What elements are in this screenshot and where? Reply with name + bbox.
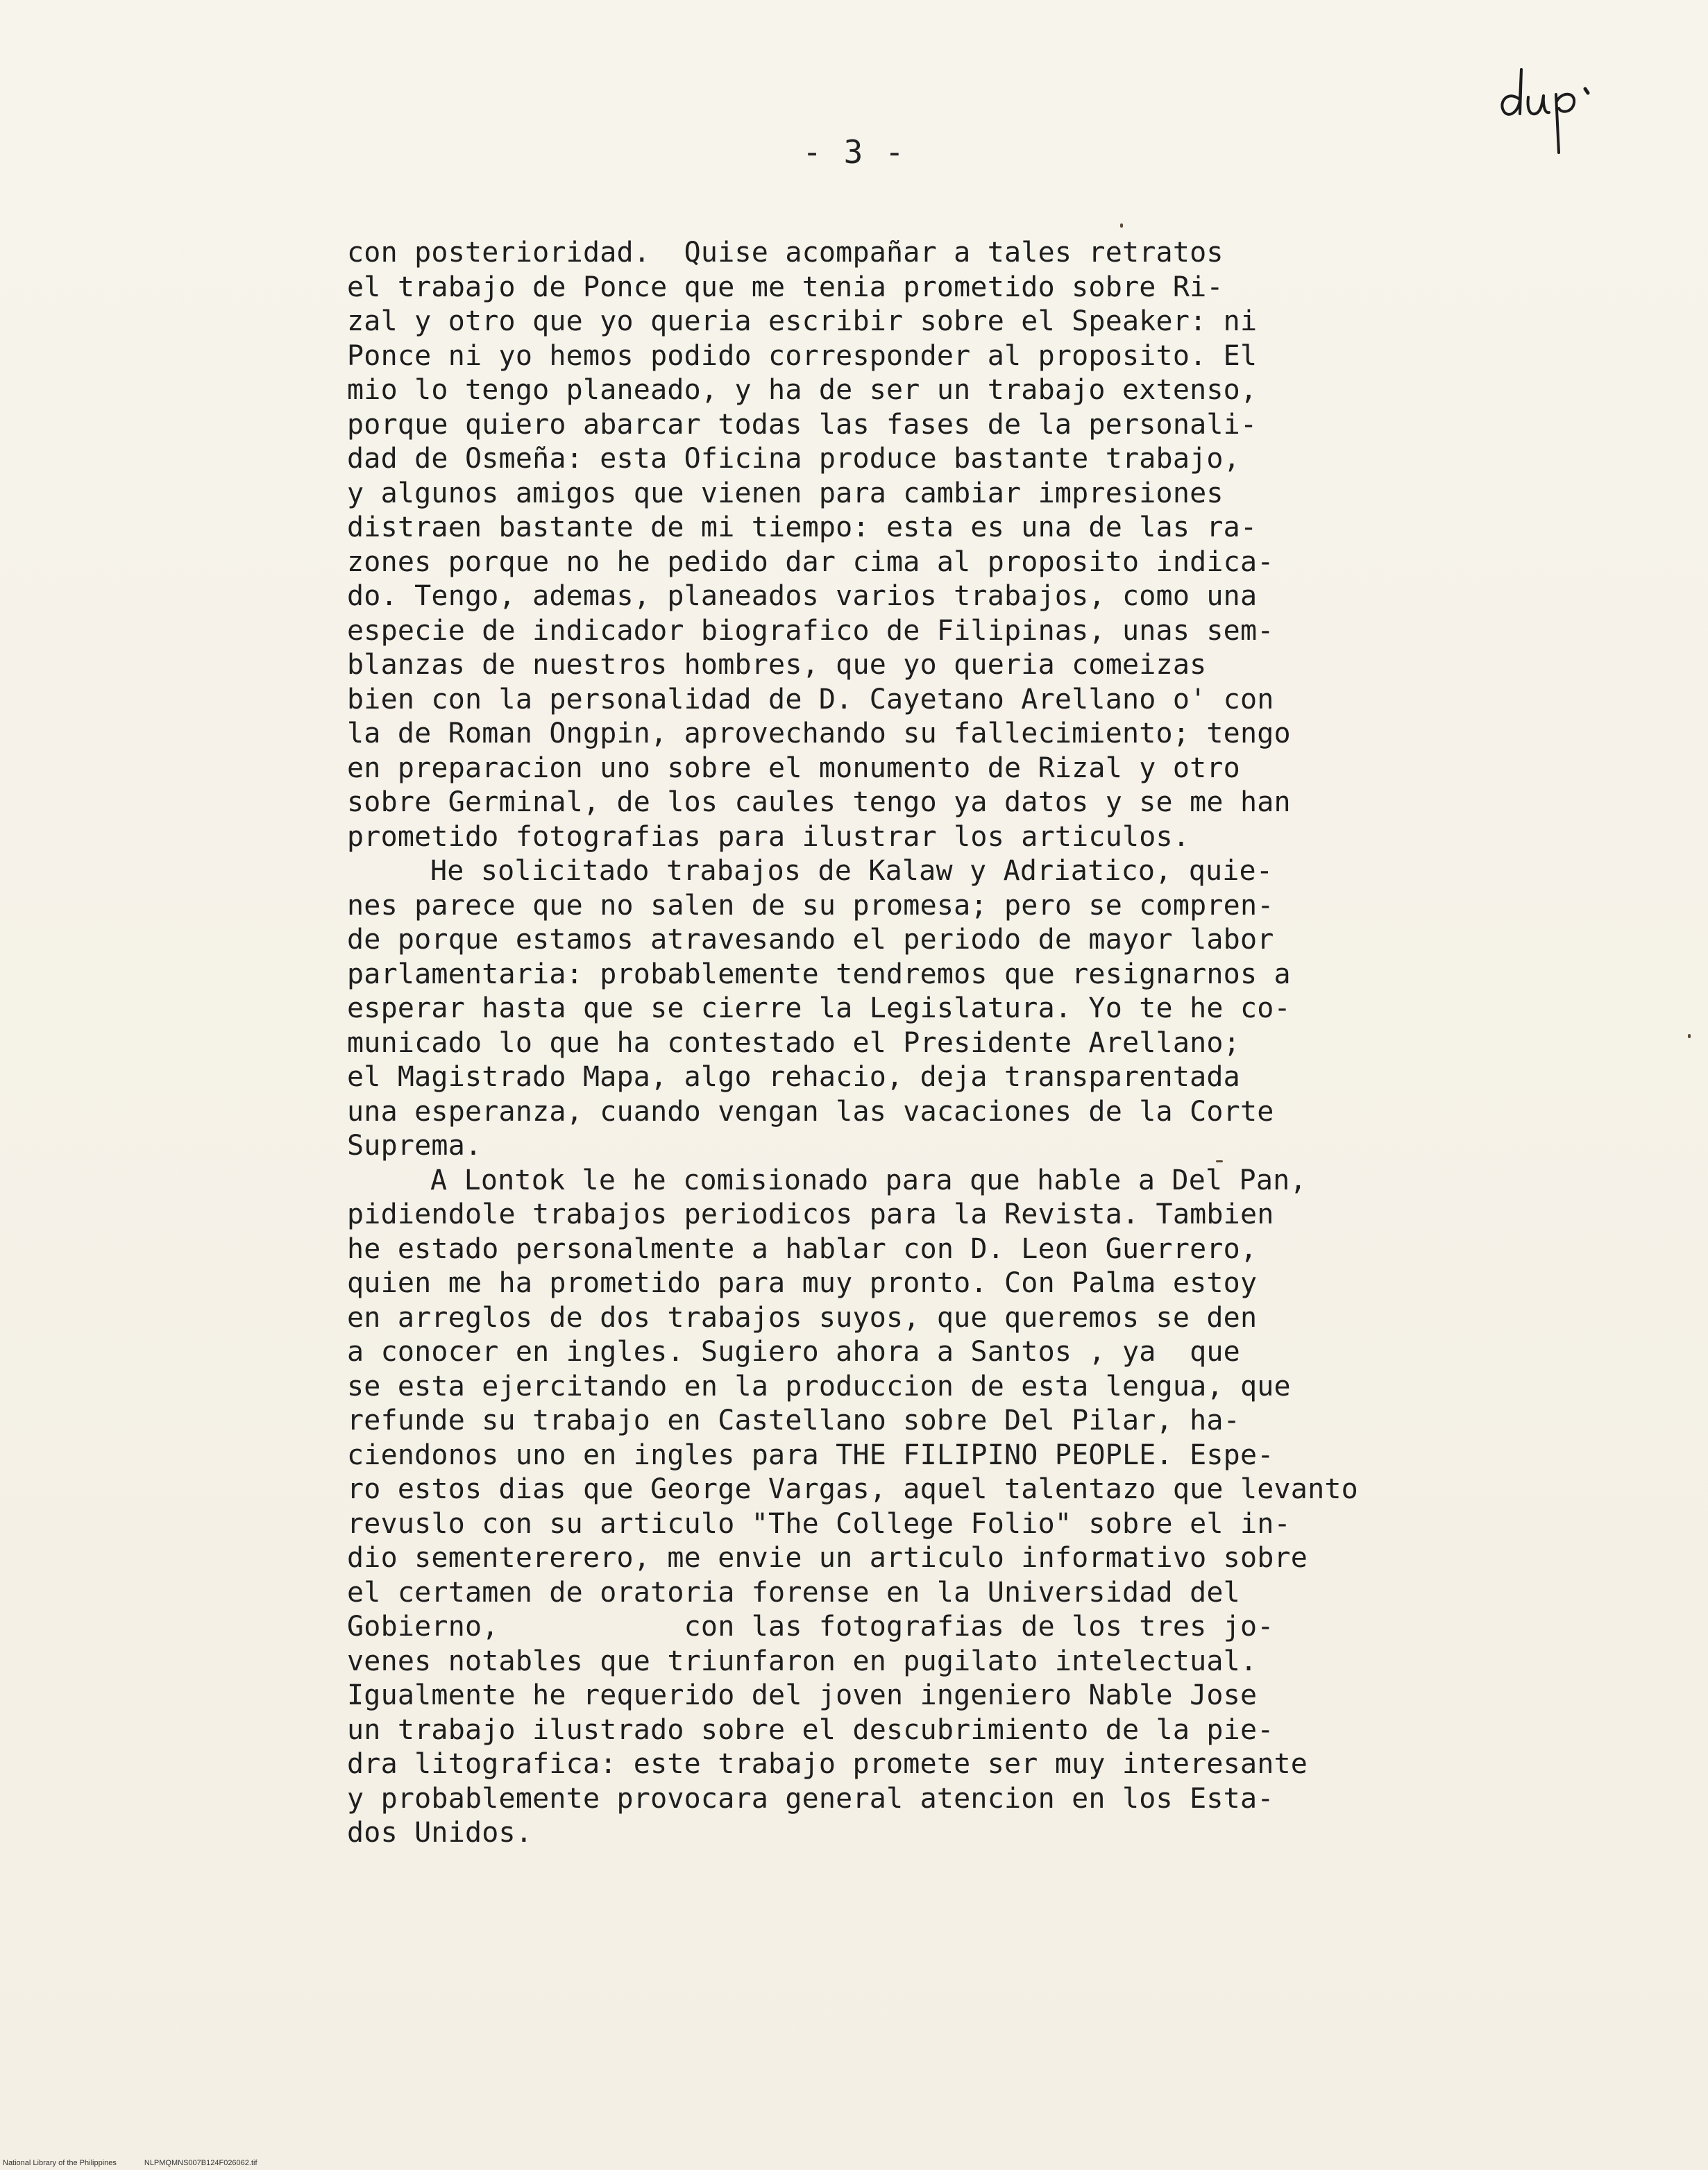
text-line: la de Roman Ongpin, aprovechando su fallecimiento; tengo [347, 718, 1291, 749]
scan-footer [3, 2159, 285, 2167]
text-line: en preparacion uno sobre el monumento de Rizal y otro [347, 752, 1240, 784]
text-line: dra litografica: este trabajo promete ser muy interesante [347, 1748, 1308, 1780]
text-line: ciendonos uno en ingles para THE FILIPINO PEOPLE. Espe- [347, 1439, 1274, 1471]
text-line: municado lo que ha contestado el Presidente Arellano; [347, 1026, 1240, 1059]
paper-speck [1120, 223, 1123, 228]
footer-filename: NLPMQMNS007B124F026062.tif [144, 2159, 257, 2167]
text-line: esperar hasta que se cierre la Legislatura. Yo te he co- [347, 992, 1291, 1024]
text-line: Igualmente he requerido del joven ingeniero Nable Jose [347, 1679, 1258, 1711]
text-line: ro estos dias que George Vargas, aquel talentazo que levanto [347, 1473, 1358, 1505]
letter-body [347, 236, 1430, 1851]
text-line: parlamentaria: probablemente tendremos que resignarnos a [347, 958, 1291, 990]
text-line: blanzas de nuestros hombres, que yo queria comeizas [347, 649, 1207, 681]
text-line: venes notables que triunfaron en pugilato intelectual. [347, 1645, 1258, 1677]
text-line: especie de indicador biografico de Filipinas, unas sem- [347, 614, 1274, 647]
text-line: nes parece que no salen de su promesa; pero se compren- [347, 889, 1274, 922]
text-line: se esta ejercitando en la produccion de esta lengua, que [347, 1370, 1291, 1402]
text-line: distraen bastante de mi tiempo: esta es una de las ra- [347, 511, 1258, 543]
text-line: el Magistrado Mapa, algo rehacio, deja transparentada [347, 1061, 1240, 1093]
text-line: Gobierno, con las fotografias de los tres jo- [347, 1611, 1274, 1643]
text-line: revuslo con su articulo "The College Folio" sobre el in- [347, 1507, 1291, 1540]
text-line: A Lontok le he comisionado para que hable a Del Pan, [430, 1164, 1307, 1196]
text-line: porque quiero abarcar todas las fases de la personali- [347, 408, 1258, 441]
text-line: Suprema. [347, 1130, 482, 1162]
text-line: pidiendole trabajos periodicos para la Revista. Tambien [347, 1198, 1274, 1230]
text-line: refunde su trabajo en Castellano sobre Del Pilar, ha- [347, 1405, 1240, 1436]
text-line: sobre Germinal, de los caules tengo ya datos y se me han [347, 786, 1291, 818]
text-line: zones porque no he pedido dar cima al proposito indica- [347, 545, 1274, 578]
text-line: dos Unidos. [347, 1817, 533, 1849]
paper-speck [1216, 1160, 1223, 1162]
text-line: con posterioridad. Quise acompañar a tales retratos [347, 237, 1224, 269]
text-line: zal y otro que yo queria escribir sobre el Speaker: ni [347, 305, 1258, 337]
text-line: quien me ha prometido para muy pronto. Con Palma estoy [347, 1267, 1258, 1299]
text-line: y algunos amigos que vienen para cambiar impresiones [347, 477, 1224, 509]
text-line: el certamen de oratoria forense en la Universidad del [347, 1576, 1240, 1609]
text-line: he estado personalmente a hablar con D. Leon Guerrero, [347, 1232, 1258, 1265]
text-line: un trabajo ilustrado sobre el descubrimiento de la pie- [347, 1713, 1274, 1746]
text-line: do. Tengo, ademas, planeados varios trabajos, como una [347, 580, 1258, 612]
text-line: dio sementererero, me envie un articulo informativo sobre [347, 1542, 1308, 1574]
text-line: prometido fotografias para ilustrar los articulos. [347, 820, 1190, 853]
text-line: bien con la personalidad de D. Cayetano Arellano o' con [347, 683, 1274, 715]
text-line: dad de Osmeña: esta Oficina produce bastante trabajo, [347, 443, 1240, 475]
text-line: y probablemente provocara general atencion en los Esta- [347, 1782, 1274, 1815]
footer-library: National Library of the Philippines [3, 2159, 117, 2167]
paper-speck [1688, 1034, 1691, 1038]
page-number: - 3 - [802, 133, 906, 171]
text-line: el trabajo de Ponce que me tenia prometido sobre Ri- [347, 271, 1224, 303]
text-line: una esperanza, cuando vengan las vacaciones de la Corte [347, 1095, 1274, 1128]
text-line: en arreglos de dos trabajos suyos, que queremos se den [347, 1301, 1258, 1334]
text-line: a conocer en ingles. Sugiero ahora a Santos , ya que [347, 1336, 1240, 1368]
text-line: Ponce ni yo hemos podido corresponder al proposito. El [347, 339, 1258, 372]
text-line: mio lo tengo planeado, y ha de ser un trabajo extenso, [347, 374, 1258, 406]
text-line: de porque estamos atravesando el periodo de mayor labor [347, 924, 1274, 956]
text-line: He solicitado trabajos de Kalaw y Adriatico, quie- [430, 855, 1274, 887]
